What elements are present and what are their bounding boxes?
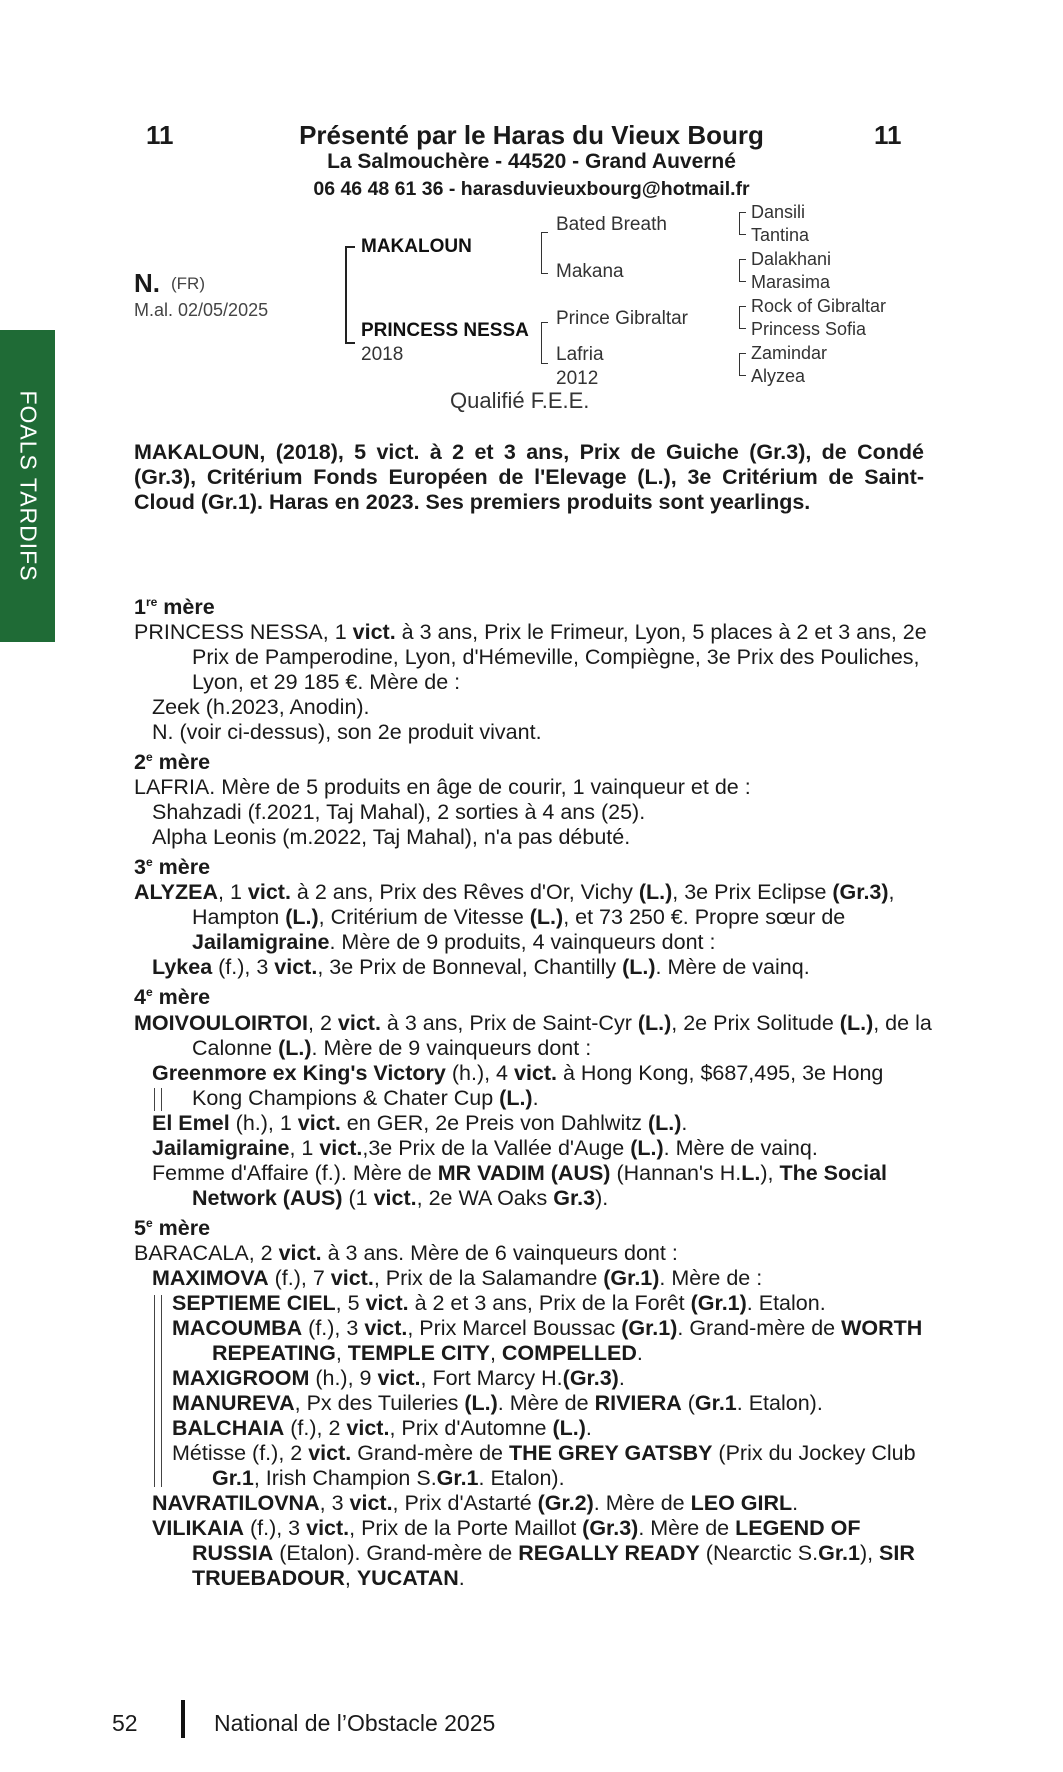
descendant-entry: SEPTIEME CIEL, 5 vict. à 2 et 3 ans, Prix de la Forêt (Gr.1). Etalon. (172, 1290, 826, 1315)
produce-entry: N. (voir ci-dessus), son 2e produit vivant. (152, 720, 542, 745)
dam-entry: ALYZEA, 1 vict. à 2 ans, Prix des Rêves d'Or, Vichy (L.), 3e Prix Eclipse (Gr.3), Hampton (L.), Critérium de Vitesse (L.), et 73 250 €. Propre sœur de Jailamigraine. Mère de 9 produits, 4 vainqueurs dont : (134, 880, 895, 955)
ancestor: Princess Sofia (751, 319, 867, 339)
dam-generation-heading: 2e mère (134, 750, 211, 775)
dam-entry: PRINCESS NESSA, 1 vict. à 3 ans, Prix le Frimeur, Lyon, 5 places à 2 et 3 ans, 2e Prix de Pamperodine, Lyon, d'Hémeville, Compiègne, 3e Prix des Pouliches, Lyon, et 29 185 €. Mère de : (134, 620, 927, 695)
dam-entry: LAFRIA. Mère de 5 produits en âge de courir, 1 vainqueur et de : (134, 775, 751, 800)
produce-entry: Femme d'Affaire (f.). Mère de MR VADIM (AUS) (Hannan's H.L.), The Social Network (AUS) (1 vict., 2e WA Oaks Gr.3). (152, 1160, 888, 1210)
sire-sire: Bated Breath (556, 214, 667, 235)
section-side-tab (0, 330, 55, 642)
dam-year: 2018 (361, 344, 404, 365)
dam-dam: Lafria (556, 344, 604, 365)
sire-name: MAKALOUN (361, 236, 472, 257)
dam-generation-heading: 3e mère (134, 855, 211, 880)
descendant-entry: MAXIGROOM (h.), 9 vict., Fort Marcy H.(Gr.3). (172, 1365, 625, 1390)
pedigree-bracket (739, 306, 746, 329)
ancestor: Alyzea (751, 366, 806, 386)
lot-number-right: 11 (874, 120, 902, 150)
ancestor: Rock of Gibraltar (751, 296, 887, 316)
dam-sire: Prince Gibraltar (556, 308, 688, 329)
sire-summary: MAKALOUN, (2018), 5 vict. à 2 et 3 ans, Prix de Guiche (Gr.3), de Condé (Gr.3), Critérium Fonds Européen de l'Elevage (L.), 3e Critérium de Saint-Cloud (Gr.1). Haras en 2023. Ses premiers produits sont yearlings. (134, 440, 924, 514)
descendant-entry: MANUREVA, Px des Tuileries (L.). Mère de RIVIERA (Gr.1. Etalon). (172, 1390, 823, 1415)
pedigree-bracket (739, 212, 746, 235)
produce-entry: Alpha Leonis (m.2022, Taj Mahal), n'a pas débuté. (152, 825, 631, 850)
ancestor: Zamindar (751, 343, 828, 363)
consignor-title: Présenté par le Haras du Vieux Bourg (299, 120, 764, 150)
dam-generation-heading: 5e mère (134, 1215, 211, 1240)
publication-title: National de l’Obstacle 2025 (214, 1710, 496, 1736)
foal-name: N. (134, 268, 160, 298)
pedigree-bracket (541, 232, 548, 274)
ancestor: Marasima (751, 272, 831, 292)
ancestor: Dalakhani (751, 249, 832, 269)
produce-entry: Greenmore ex King's Victory (h.), 4 vict. à Hong Kong, $687,495, 3e Hong Kong Champions & Chater Cup (L.). (152, 1060, 884, 1110)
dam-entry: BARACALA, 2 vict. à 3 ans. Mère de 6 vainqueurs dont : (134, 1240, 678, 1265)
footer-divider (181, 1700, 185, 1738)
pedigree-bracket (739, 353, 746, 376)
descendant-entry: Métisse (f.), 2 vict. Grand-mère de THE GREY GATSBY (Prix du Jockey Club Gr.1, Irish Champion S.Gr.1. Etalon). (172, 1440, 916, 1490)
produce-entry: VILIKAIA (f.), 3 vict., Prix de la Porte Maillot (Gr.3). Mère de LEGEND OF RUSSIA (Etalon). Grand-mère de REGALLY READY (Nearctic S.Gr.1), SIR TRUEBADOUR, YUCATAN. (152, 1515, 915, 1590)
foal-details: M.al. 02/05/2025 (134, 300, 269, 320)
produce-entry: Jailamigraine, 1 vict.,3e Prix de la Vallée d'Auge (L.). Mère de vainq. (152, 1135, 818, 1160)
pedigree-bracket (541, 322, 548, 364)
produce-entry: Lykea (f.), 3 vict., 3e Prix de Bonneval, Chantilly (L.). Mère de vainq. (152, 955, 810, 980)
section-label: FOALS TARDIFS (15, 390, 41, 582)
ancestor: Dansili (751, 202, 806, 222)
sire-dam: Makana (556, 261, 624, 282)
produce-entry: El Emel (h.), 1 vict. en GER, 2e Preis von Dahlwitz (L.). (152, 1110, 688, 1135)
produce-entry: NAVRATILOVNA, 3 vict., Prix d'Astarté (Gr.2). Mère de LEO GIRL. (152, 1490, 799, 1515)
dam-entry: MOIVOULOIRTOI, 2 vict. à 3 ans, Prix de Saint-Cyr (L.), 2e Prix Solitude (L.), de la Calonne (L.). Mère de 9 vainqueurs dont : (134, 1010, 932, 1060)
descendant-bar (154, 1088, 162, 1111)
dam-name: PRINCESS NESSA (361, 320, 529, 341)
produce-entry: Zeek (h.2023, Anodin). (152, 695, 370, 720)
qualification-note: Qualifié F.E.E. (450, 388, 590, 413)
foal-origin: (FR) (171, 274, 205, 293)
dam-dam-year: 2012 (556, 368, 599, 389)
pedigree-bracket (739, 259, 746, 282)
family-section (134, 590, 934, 1591)
descendant-entry: MACOUMBA (f.), 3 vict., Prix Marcel Boussac (Gr.1). Grand-mère de WORTH REPEATING, TEMPLE CITY, COMPELLED. (172, 1315, 923, 1365)
ancestor: Tantina (751, 225, 810, 245)
produce-entry: MAXIMOVA (f.), 7 vict., Prix de la Salamandre (Gr.1). Mère de : (152, 1265, 763, 1290)
consignor-contact: 06 46 48 61 36 - harasduvieuxbourg@hotmail.fr (313, 178, 750, 200)
pedigree-bracket (345, 246, 355, 344)
dam-generation-heading: 4e mère (134, 985, 211, 1010)
lot-number-left: 11 (146, 120, 174, 150)
consignor-address: La Salmouchère - 44520 - Grand Auverné (327, 150, 736, 173)
descendant-group (134, 1291, 934, 1491)
descendant-entry: BALCHAIA (f.), 2 vict., Prix d'Automne (L.). (172, 1415, 592, 1440)
produce-entry: Shahzadi (f.2021, Taj Mahal), 2 sorties à 4 ans (25). (152, 800, 646, 825)
page-number: 52 (112, 1710, 138, 1736)
dam-generation-heading: 1re mère (134, 595, 215, 620)
